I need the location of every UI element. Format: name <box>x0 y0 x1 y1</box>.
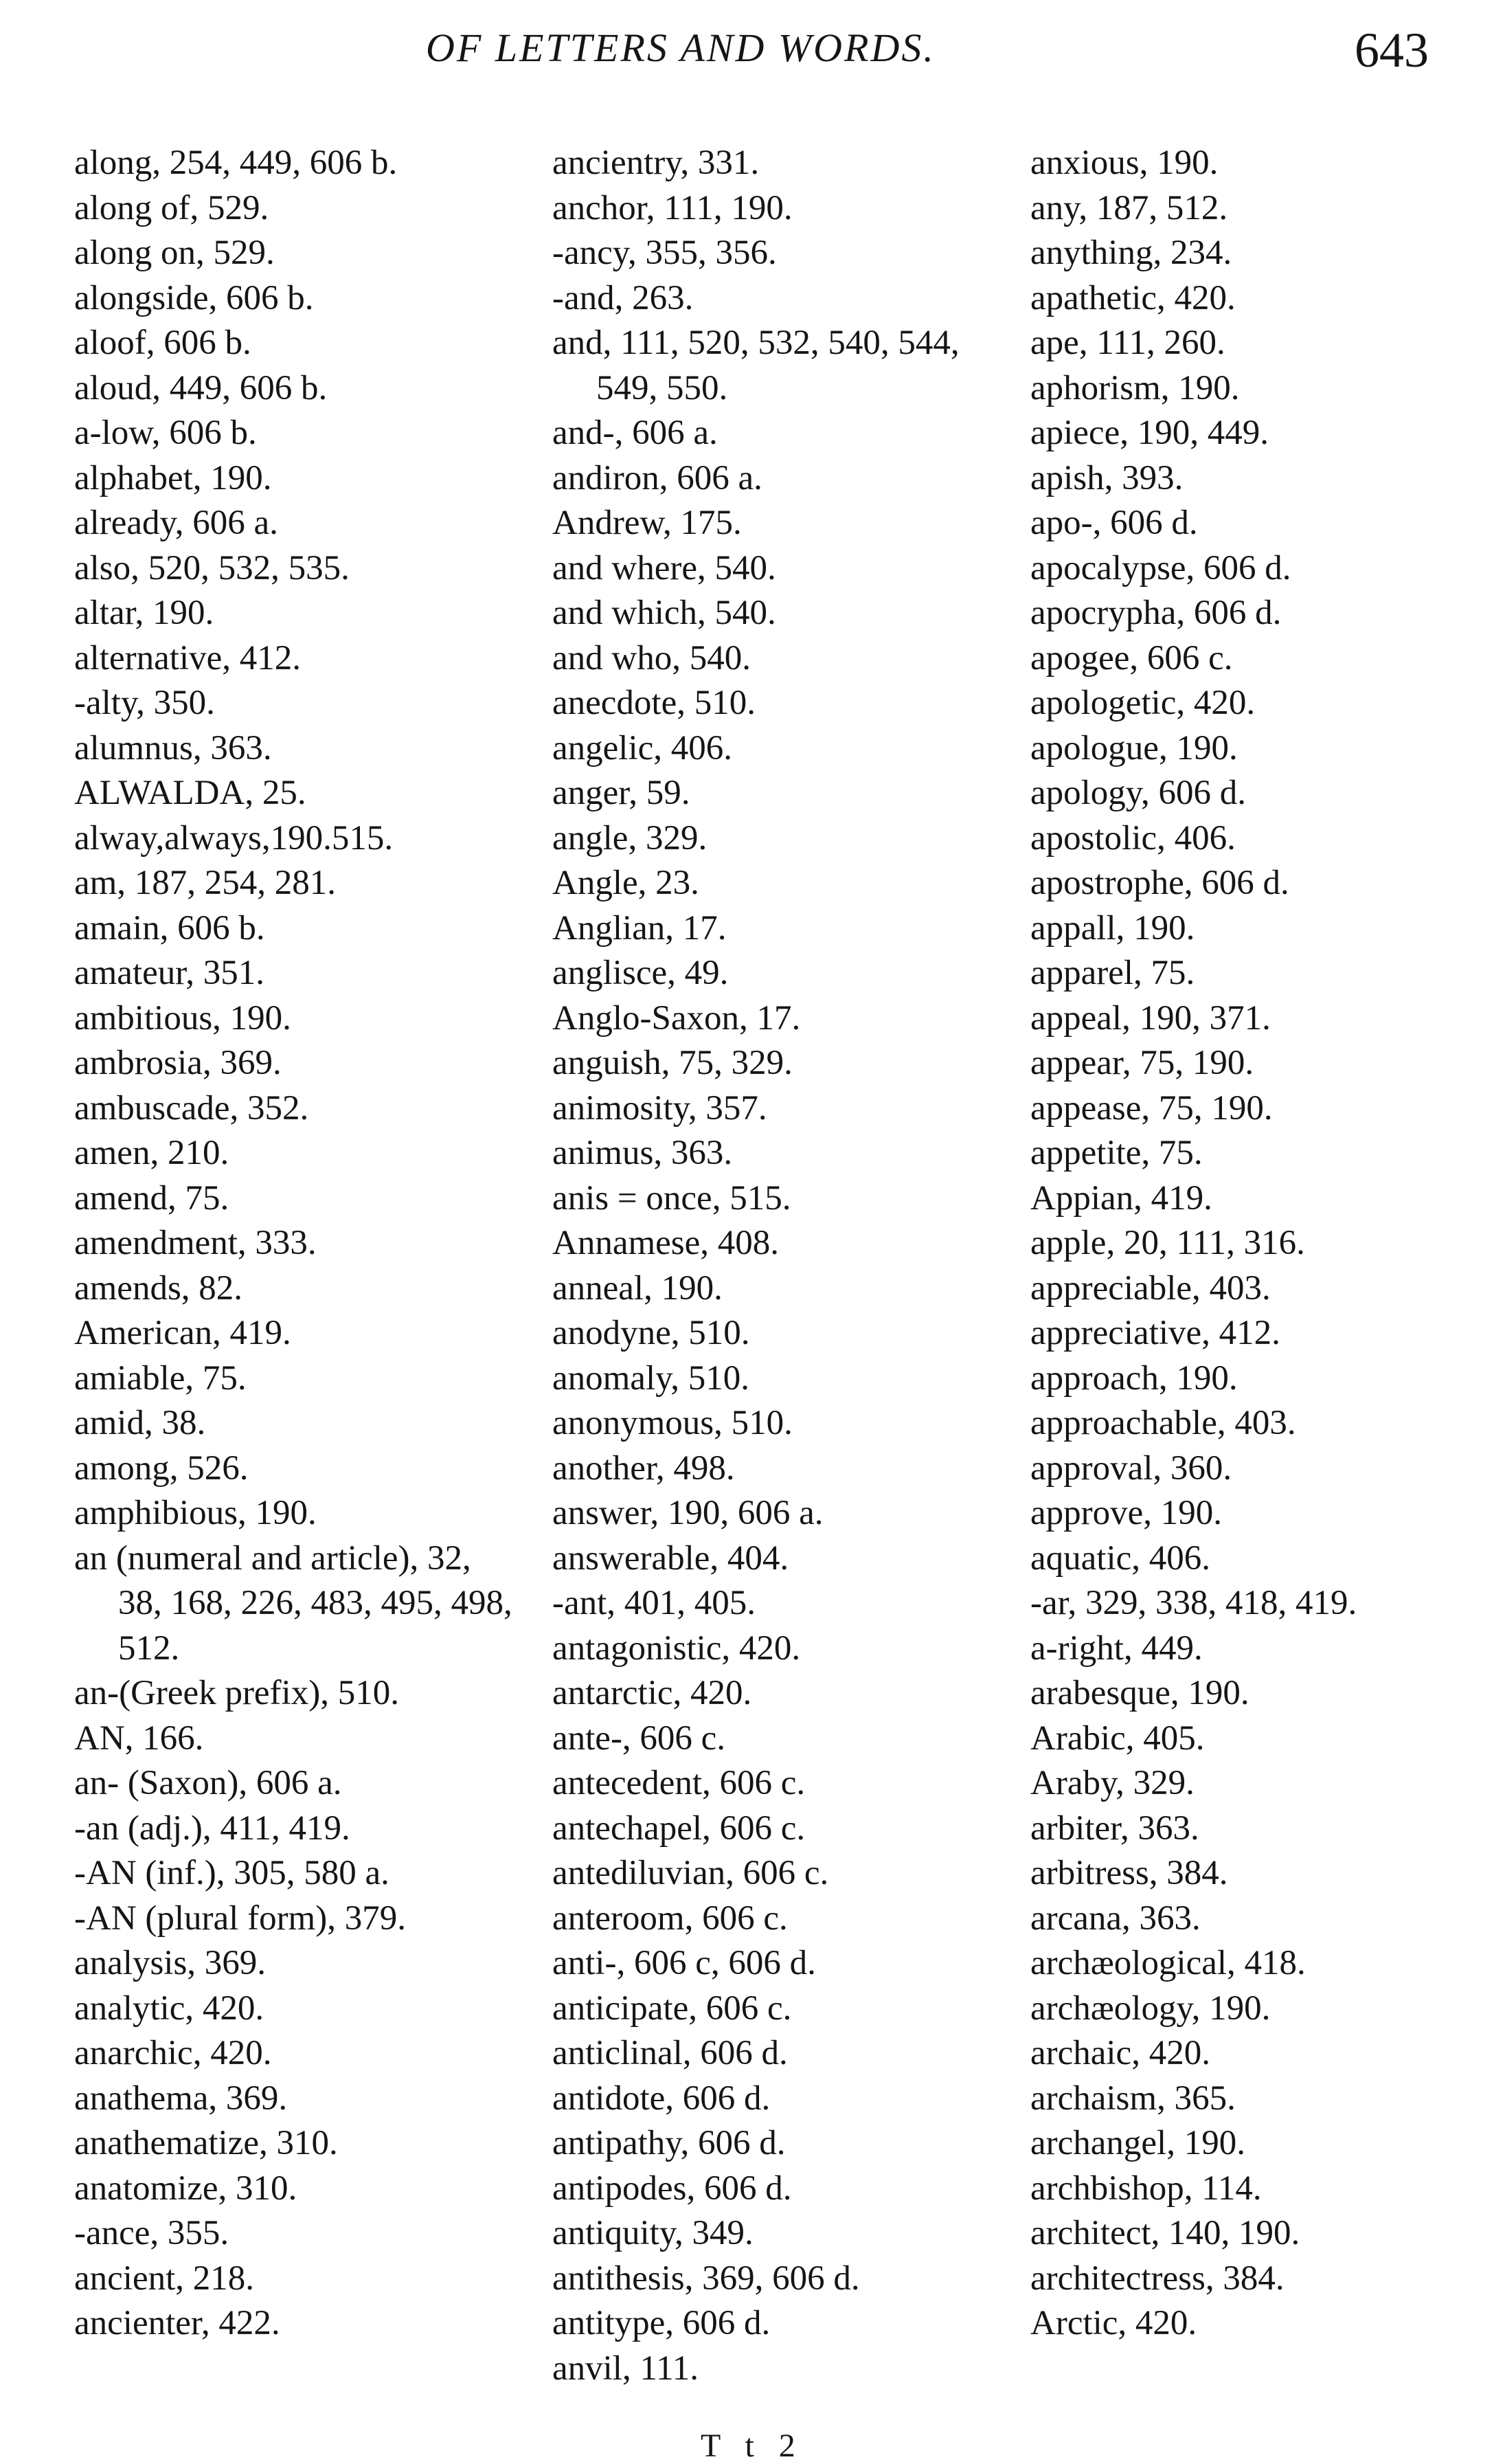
index-entry: archangel, 190. <box>1030 2124 1245 2162</box>
index-entry: and where, 540. <box>552 548 776 587</box>
index-entry: -ant, 401, 405. <box>552 1584 756 1622</box>
index-entry: antediluvian, 606 c. <box>552 1854 829 1892</box>
index-entry: amateur, 351. <box>74 954 264 992</box>
index-entry: ambrosia, 369. <box>74 1044 282 1082</box>
index-entry: along of, 529. <box>74 188 269 227</box>
index-entry: a-low, 606 b. <box>74 414 257 452</box>
index-entry: a-right, 449. <box>1030 1628 1203 1668</box>
index-entry: AN, 166. <box>74 1718 204 1758</box>
index-entry: antiquity, 349. <box>552 2214 754 2252</box>
index-entry: archaic, 420. <box>1030 2034 1210 2072</box>
index-entry: anatomize, 310. <box>74 2169 297 2208</box>
index-entry: approachable, 403. <box>1030 1404 1296 1442</box>
index-entry: amendment, 333. <box>74 1224 317 1262</box>
index-entry: antipathy, 606 d. <box>552 2124 786 2162</box>
index-entry: appease, 75, 190. <box>1030 1088 1273 1128</box>
index-entry: another, 498. <box>552 1448 735 1488</box>
index-entry: arbiter, 363. <box>1030 1808 1199 1848</box>
index-entry: am, 187, 254, 281. <box>74 864 337 902</box>
index-entry: apish, 393. <box>1030 458 1184 497</box>
index-entry: apple, 20, 111, 316. <box>1030 1224 1305 1262</box>
index-entry: anger, 59. <box>552 774 690 812</box>
index-entry: ALWALDA, 25. <box>74 774 306 812</box>
index-entry: amen, 210. <box>74 1134 229 1172</box>
index-entry: amid, 38. <box>74 1404 206 1442</box>
index-entry: an (numeral and article), 32, 38, 168, 226, 483, 495, 498, 512. <box>74 1538 512 1668</box>
index-entry: amiable, 75. <box>74 1358 247 1398</box>
index-entry: antipodes, 606 d. <box>552 2169 792 2208</box>
index-entry: alongside, 606 b. <box>74 278 314 317</box>
index-entry: archæology, 190. <box>1030 1989 1271 2028</box>
index-entry: along on, 529. <box>74 234 275 272</box>
index-entry: appetite, 75. <box>1030 1134 1203 1172</box>
index-entry: approach, 190. <box>1030 1358 1238 1398</box>
index-entry: apo-, 606 d. <box>1030 504 1198 542</box>
index-entry: American, 419. <box>74 1314 291 1352</box>
index-entry: -alty, 350. <box>74 684 215 722</box>
index-entry: Araby, 329. <box>1030 1764 1195 1802</box>
index-entry: amends, 82. <box>74 1268 243 1308</box>
index-entry: analytic, 420. <box>74 1989 264 2028</box>
index-column-3 <box>1030 141 1470 2347</box>
index-entry: anteroom, 606 c. <box>552 1899 788 1938</box>
index-column-2 <box>552 141 992 2391</box>
index-entry: apocrypha, 606 d. <box>1030 594 1282 632</box>
index-entry: ancient, 218. <box>74 2259 254 2298</box>
index-entry: anything, 234. <box>1030 234 1232 272</box>
index-entry: ape, 111, 260. <box>1030 324 1225 362</box>
index-entry: apologetic, 420. <box>1030 684 1256 722</box>
index-entry: an-(Greek prefix), 510. <box>74 1674 399 1712</box>
index-entry: ambuscade, 352. <box>74 1088 309 1128</box>
index-entry: apocalypse, 606 d. <box>1030 548 1291 587</box>
index-entry: Anglo-Saxon, 17. <box>552 998 801 1038</box>
index-entry: animosity, 357. <box>552 1088 767 1128</box>
index-entry: anneal, 190. <box>552 1268 723 1308</box>
index-entry: along, 254, 449, 606 b. <box>74 144 398 182</box>
index-entry: aphorism, 190. <box>1030 368 1240 407</box>
index-entry: among, 526. <box>74 1448 249 1488</box>
index-entry: -AN (inf.), 305, 580 a. <box>74 1854 389 1892</box>
index-entry: arabesque, 190. <box>1030 1674 1249 1712</box>
index-entry: -ance, 355. <box>74 2214 229 2252</box>
index-entry: anecdote, 510. <box>552 684 756 722</box>
index-entry: Arabic, 405. <box>1030 1718 1205 1758</box>
index-entry: amphibious, 190. <box>74 1494 317 1532</box>
index-entry: and which, 540. <box>552 594 776 632</box>
index-entry: apiece, 190, 449. <box>1030 414 1269 452</box>
index-entry: anarchic, 420. <box>74 2034 272 2072</box>
index-entry: amain, 606 b. <box>74 908 265 948</box>
index-entry: -and, 263. <box>552 278 694 317</box>
index-entry: approve, 190. <box>1030 1494 1223 1532</box>
index-entry: and, 111, 520, 532, 540, 544, 549, 550. <box>552 324 960 407</box>
index-entry: and-, 606 a. <box>552 414 718 452</box>
index-entry: already, 606 a. <box>74 504 278 542</box>
index-entry: anticipate, 606 c. <box>552 1989 792 2028</box>
index-entry: alumnus, 363. <box>74 728 272 768</box>
index-entry: ambitious, 190. <box>74 998 291 1038</box>
index-entry: and who, 540. <box>552 638 751 677</box>
index-entry: anvil, 111. <box>552 2349 699 2388</box>
index-entry: Angle, 23. <box>552 864 699 902</box>
index-entry: appear, 75, 190. <box>1030 1044 1254 1082</box>
index-entry: an- (Saxon), 606 a. <box>74 1764 342 1802</box>
index-entry: architect, 140, 190. <box>1030 2214 1300 2252</box>
index-entry: antidote, 606 d. <box>552 2079 771 2118</box>
index-entry: -an (adj.), 411, 419. <box>74 1808 350 1848</box>
index-entry: angle, 329. <box>552 818 708 858</box>
running-title: OF LETTERS AND WORDS. <box>426 25 936 70</box>
index-entry: apology, 606 d. <box>1030 774 1246 812</box>
index-entry: amend, 75. <box>74 1178 229 1218</box>
index-entry: angelic, 406. <box>552 728 732 768</box>
index-entry: apostolic, 406. <box>1030 818 1236 858</box>
index-entry: apologue, 190. <box>1030 728 1238 768</box>
index-entry: anathematize, 310. <box>74 2124 338 2162</box>
index-entry: alway,always,190.515. <box>74 818 394 858</box>
index-entry: ancienter, 422. <box>74 2304 280 2342</box>
index-entry: apparel, 75. <box>1030 954 1195 992</box>
index-entry: appall, 190. <box>1030 908 1195 948</box>
index-entry: -ancy, 355, 356. <box>552 234 777 272</box>
index-entry: anticlinal, 606 d. <box>552 2034 788 2072</box>
index-entry: ancientry, 331. <box>552 144 760 182</box>
index-entry: Anglian, 17. <box>552 908 727 948</box>
index-entry: anomaly, 510. <box>552 1358 750 1398</box>
index-entry: aquatic, 406. <box>1030 1538 1210 1578</box>
index-entry: antitype, 606 d. <box>552 2304 771 2342</box>
index-entry: antagonistic, 420. <box>552 1628 801 1668</box>
index-entry: anonymous, 510. <box>552 1404 793 1442</box>
index-entry: alphabet, 190. <box>74 458 272 497</box>
index-entry: antarctic, 420. <box>552 1674 752 1712</box>
index-entry: anguish, 75, 329. <box>552 1044 793 1082</box>
index-entry: architectress, 384. <box>1030 2259 1285 2298</box>
index-entry: aloud, 449, 606 b. <box>74 368 328 407</box>
index-entry: arbitress, 384. <box>1030 1854 1228 1892</box>
index-entry: appeal, 190, 371. <box>1030 998 1271 1038</box>
index-entry: Andrew, 175. <box>552 504 742 542</box>
index-entry: alternative, 412. <box>74 638 301 677</box>
index-entry: animus, 363. <box>552 1134 733 1172</box>
index-entry: apogee, 606 c. <box>1030 638 1233 677</box>
index-entry: antithesis, 369, 606 d. <box>552 2259 860 2298</box>
index-entry: archbishop, 114. <box>1030 2169 1262 2208</box>
index-entry: any, 187, 512. <box>1030 188 1228 227</box>
index-entry: arcana, 363. <box>1030 1899 1201 1938</box>
index-entry: archaism, 365. <box>1030 2079 1236 2118</box>
index-entry: Appian, 419. <box>1030 1178 1212 1218</box>
index-entry: anglisce, 49. <box>552 954 729 992</box>
index-entry: andiron, 606 a. <box>552 458 762 497</box>
index-entry: archæological, 418. <box>1030 1944 1306 1982</box>
index-entry: approval, 360. <box>1030 1448 1232 1488</box>
index-entry: anathema, 369. <box>74 2079 288 2118</box>
index-entry: analysis, 369. <box>74 1944 267 1982</box>
index-entry: Annamese, 408. <box>552 1224 780 1262</box>
index-entry: apostrophe, 606 d. <box>1030 864 1289 902</box>
index-entry: aloof, 606 b. <box>74 324 251 362</box>
index-entry: anchor, 111, 190. <box>552 188 793 227</box>
index-entry: appreciable, 403. <box>1030 1268 1271 1308</box>
index-entry: Arctic, 420. <box>1030 2304 1197 2342</box>
index-entry: anxious, 190. <box>1030 144 1219 182</box>
index-entry: anis = once, 515. <box>552 1178 791 1218</box>
index-entry: appreciative, 412. <box>1030 1314 1280 1352</box>
running-head <box>0 22 1505 84</box>
index-column-1 <box>74 141 514 2347</box>
index-entry: altar, 190. <box>74 594 214 632</box>
index-entry: ante-, 606 c. <box>552 1718 726 1758</box>
index-entry: anti-, 606 c, 606 d. <box>552 1944 816 1982</box>
index-entry: answer, 190, 606 a. <box>552 1494 824 1532</box>
index-entry: antecedent, 606 c. <box>552 1764 806 1802</box>
index-entry: -AN (plural form), 379. <box>74 1899 406 1938</box>
index-entry: antechapel, 606 c. <box>552 1808 806 1848</box>
index-entry: anodyne, 510. <box>552 1314 750 1352</box>
index-entry: answerable, 404. <box>552 1538 789 1578</box>
index-entry: also, 520, 532, 535. <box>74 548 350 587</box>
signature-mark: T t 2 <box>701 2428 804 2464</box>
index-entry: apathetic, 420. <box>1030 278 1236 317</box>
index-entry: -ar, 329, 338, 418, 419. <box>1030 1584 1357 1622</box>
page-number: 643 <box>1355 23 1429 78</box>
